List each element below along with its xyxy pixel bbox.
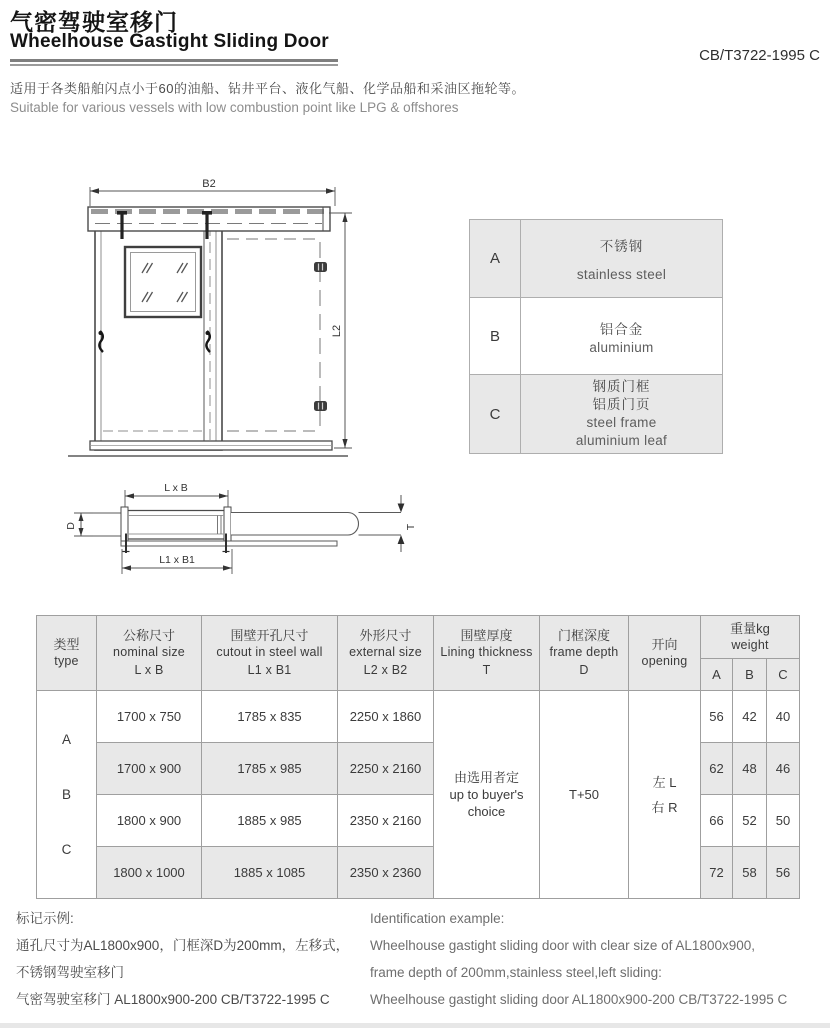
identification-example-chinese [16, 905, 349, 1013]
door-window [125, 247, 201, 317]
pocket-section [231, 513, 401, 536]
material-name-en: steel frame [586, 415, 657, 430]
footer-line: Identification example: [370, 911, 505, 926]
bottom-sill [68, 441, 348, 456]
lining-thickness-cell: 由选用者定 up to buyer's choice [434, 691, 540, 899]
weight-b-value: 42 [733, 691, 767, 743]
material-name-en: aluminium leaf [575, 433, 668, 448]
nominal-size-value: 1800 x 1000 [97, 847, 202, 899]
col-header-weight: 重量kg weight [701, 616, 800, 659]
specifications-table [36, 615, 800, 899]
top-view-drawing [58, 478, 430, 590]
material-name-zh: 铝质门页 [592, 397, 651, 412]
dimension-b2-label: B2 [202, 178, 216, 190]
cutout-size-value: 1885 x 985 [202, 795, 338, 847]
footer-line: 标记示例: [16, 911, 74, 926]
materials-table [469, 219, 723, 454]
page-title-chinese: 气密驾驶室移门 [10, 9, 178, 35]
weight-b-value: 48 [733, 743, 767, 795]
materials-row-c [470, 375, 723, 454]
dimension-d [65, 513, 93, 536]
footer-line: 气密驾驶室移门 AL1800x900-200 CB/T3722-1995 C [16, 992, 330, 1007]
dimension-l2-label: L2 [331, 324, 343, 338]
material-name-en: stainless steel [576, 267, 667, 282]
weight-c-value: 56 [767, 847, 800, 899]
frame-depth-cell: T+50 [540, 691, 629, 899]
footer-line: 不锈钢驾驶室移门 [16, 965, 124, 980]
top-track [88, 207, 330, 231]
external-size-value: 2250 x 1860 [338, 691, 434, 743]
dimension-l2 [329, 213, 352, 448]
open-position-outline [227, 239, 320, 431]
footer-line: Wheelhouse gastight sliding door AL1800x900-200 CB/T3722-1995 C [370, 992, 788, 1007]
nominal-size-value: 1800 x 900 [97, 795, 202, 847]
external-size-value: 2350 x 2360 [338, 847, 434, 899]
dimension-lxb-label: L x B [164, 482, 188, 494]
weight-a-value: 62 [701, 743, 733, 795]
col-header-external-size: 外形尺寸 external size L2 x B2 [338, 616, 434, 691]
cutout-size-value: 1785 x 985 [202, 743, 338, 795]
nominal-size-value: 1700 x 900 [97, 743, 202, 795]
materials-row-a [470, 220, 723, 298]
material-name-en: aluminium [589, 339, 654, 355]
weight-a-value: 56 [701, 691, 733, 743]
material-code: A [470, 220, 521, 298]
external-size-value: 2350 x 2160 [338, 795, 434, 847]
weight-b-value: 52 [733, 795, 767, 847]
col-header-weight-b: B [733, 659, 767, 691]
materials-row-b [470, 298, 723, 375]
weight-c-value: 50 [767, 795, 800, 847]
dimension-t [398, 495, 417, 552]
description-chinese: 适用于各类船舶闪点小于60的油船、钻井平台、液化气船、化学品船和采油区拖轮等。 [10, 81, 525, 96]
weight-b-value: 58 [733, 847, 767, 899]
material-code: B [470, 298, 521, 375]
front-view-drawing [58, 176, 380, 472]
weight-c-value: 46 [767, 743, 800, 795]
col-header-nominal-size: 公称尺寸 nominal size L x B [97, 616, 202, 691]
dimension-lxb [125, 482, 228, 507]
description-english: Suitable for various vessels with low combustion point like LPG & offshores [10, 100, 459, 115]
col-header-cutout: 围壁开孔尺寸 cutout in steel wall L1 x B1 [202, 616, 338, 691]
dimension-d-label: D [65, 522, 77, 530]
standard-code: CB/T3722-1995 C [699, 47, 820, 64]
col-header-lining-thickness: 围壁厚度 Lining thickness T [434, 616, 540, 691]
frame-section [93, 507, 231, 543]
dimension-l1xb1-label: L1 x B1 [159, 554, 195, 566]
material-name-zh: 铝合金 [599, 321, 644, 337]
dimension-t-label: T [405, 523, 417, 531]
nominal-size-value: 1700 x 750 [97, 691, 202, 743]
col-header-weight-c: C [767, 659, 800, 691]
opening-cell: 左 L 右 R [629, 691, 701, 899]
cutout-size-value: 1885 x 1085 [202, 847, 338, 899]
weight-a-value: 72 [701, 847, 733, 899]
weight-a-value: 66 [701, 795, 733, 847]
footer-line: Wheelhouse gastight sliding door with clear size of AL1800x900, [370, 938, 755, 953]
type-values-cell: A B C [37, 691, 97, 899]
identification-example-english [370, 905, 787, 1013]
material-code: C [470, 375, 521, 454]
col-header-type: 类型 type [37, 616, 97, 691]
dimension-l1xb1 [122, 549, 232, 574]
footer-line: frame depth of 200mm,stainless steel,left sliding: [370, 965, 662, 980]
title-underline [10, 59, 338, 66]
material-name-zh: 钢质门框 [592, 379, 651, 394]
page-title-english: Wheelhouse Gastight Sliding Door [10, 31, 329, 52]
dimension-b2 [90, 178, 335, 206]
col-header-weight-a: A [701, 659, 733, 691]
material-name-zh: 不锈钢 [599, 239, 644, 254]
cutout-size-value: 1785 x 835 [202, 691, 338, 743]
footer-line: 通孔尺寸为AL1800x900，门框深D为200mm，左移式， [16, 938, 350, 953]
col-header-opening: 开向 opening [629, 616, 701, 691]
weight-c-value: 40 [767, 691, 800, 743]
spec-row [37, 691, 800, 743]
col-header-frame-depth: 门框深度 frame depth D [540, 616, 629, 691]
external-size-value: 2250 x 2160 [338, 743, 434, 795]
page-bottom-edge [0, 1023, 830, 1028]
